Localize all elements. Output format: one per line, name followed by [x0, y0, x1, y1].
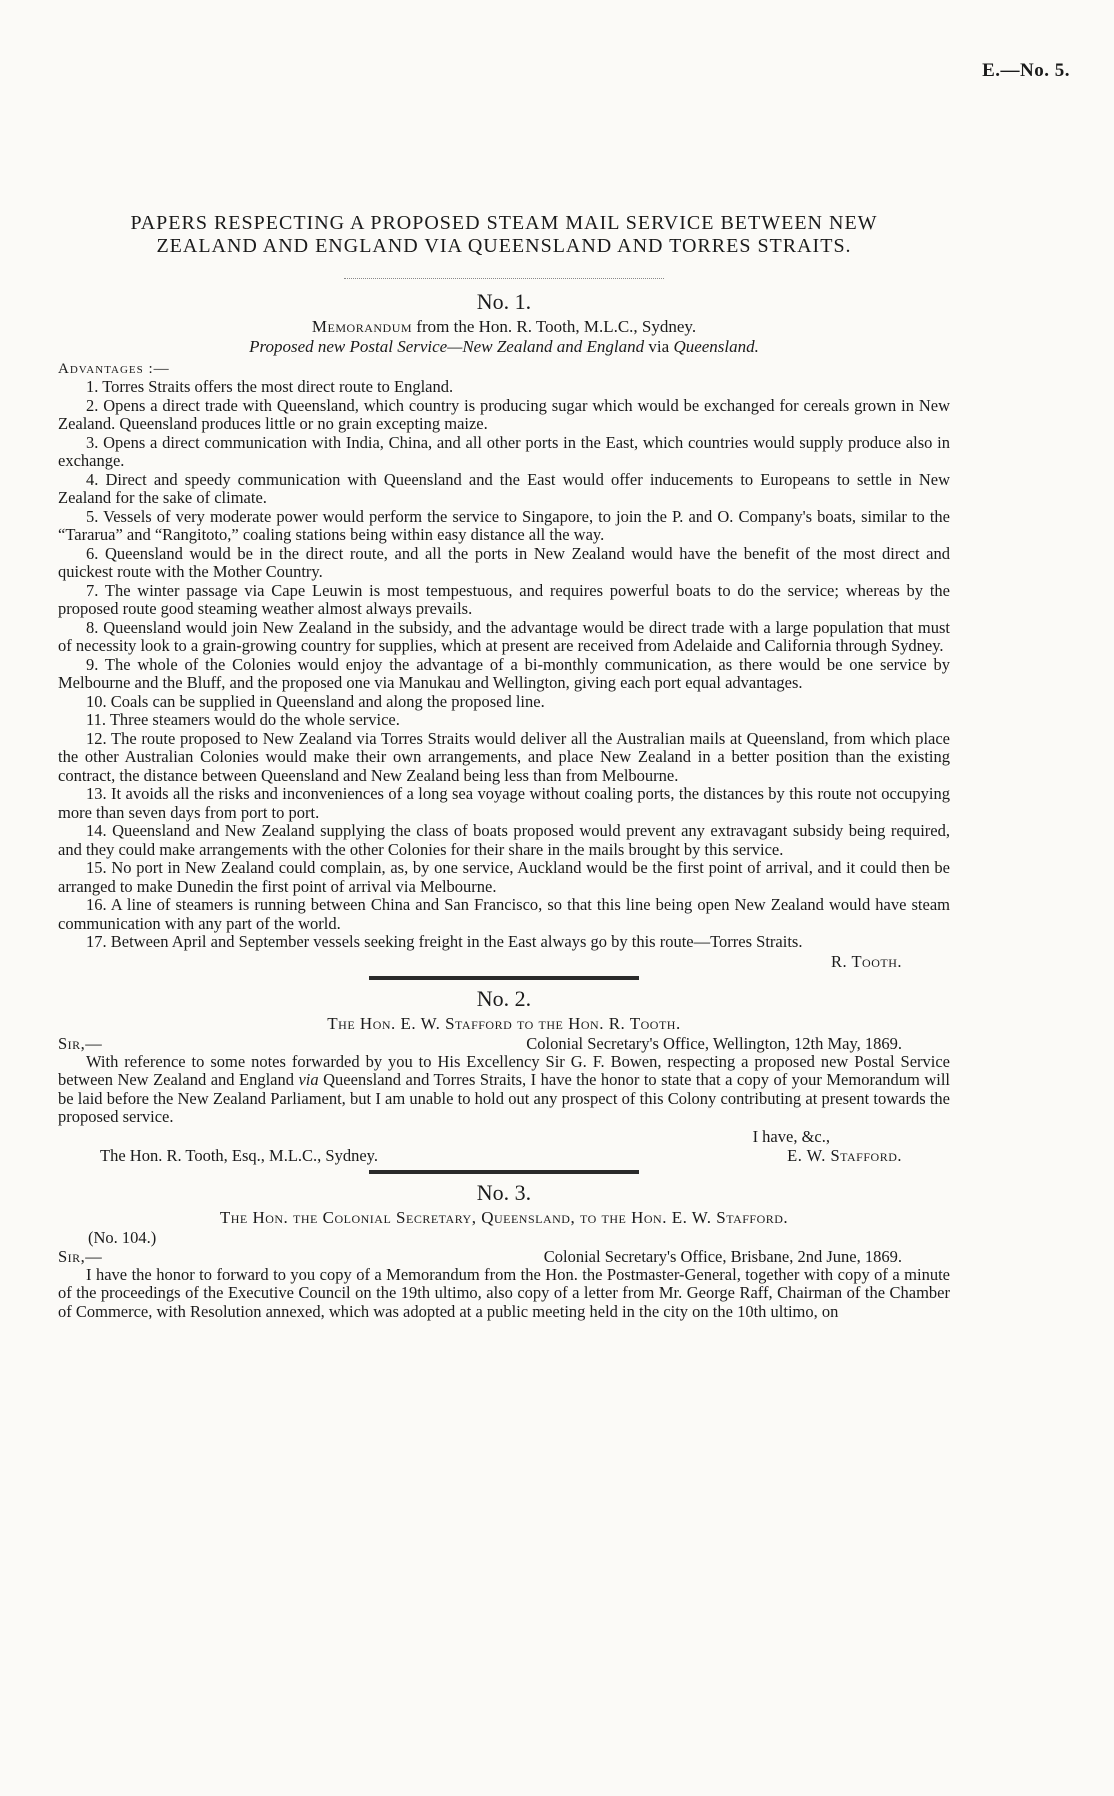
- memo-heading: [58, 317, 950, 337]
- list-item: 10. Coals can be supplied in Queensland and along the proposed line.: [86, 691, 545, 711]
- document-title: [58, 212, 950, 258]
- signature-row: [58, 1146, 950, 1165]
- list-item: 17. Between April and September vessels seeking freight in the East always go by this route—Torres Straits.: [86, 932, 803, 951]
- list-item: 7. The winter passage via Cape Leuwin is most tempestuous, and requires powerful boats to do the service; whereas by the proposed route good steaming weather almost always prevails.: [58, 580, 950, 618]
- title-line-2: ZEALAND AND ENGLAND VIA QUEENSLAND AND TORRES STRAITS.: [156, 235, 852, 257]
- letter-heading: The Hon. E. W. Stafford to the Hon. R. Tooth.: [327, 1013, 681, 1033]
- list-item: 13. It avoids all the risks and inconveniences of a long sea voyage without coaling ports, the distances by this route not occupying more than seven days from port to port.: [58, 784, 950, 822]
- list-item: 15. No port in New Zealand could complain, as, by one service, Auckland would be the first point of arrival, and it could then be arranged to make Dunedin the first point of arrival via Melbourne.: [58, 858, 950, 896]
- list-item: 12. The route proposed to New Zealand via Torres Straits would deliver all the Australian mails at Queensland, from which place the other Australian Colonies would make their own arrangements, and place New Zealand in a better position than the existing contract, the distance between Queensland and New Zealand being less than from Melbourne.: [58, 728, 950, 785]
- salutation: Sir,—: [58, 1246, 103, 1266]
- document-page: [58, 212, 950, 1321]
- letter-heading: The Hon. the Colonial Secretary, Queensland, to the Hon. E. W. Stafford.: [219, 1207, 789, 1227]
- page-reference: E.—No. 5.: [982, 60, 1070, 81]
- section-number: No. 3.: [476, 1179, 532, 1205]
- salutation-row: [58, 1247, 950, 1266]
- list-item: 5. Vessels of very moderate power would perform the service to Singapore, to join the P. and O. Company's boats, similar to the “Tararua” and “Rangitoto,” coaling stations being within easy distance all the way.: [58, 506, 950, 544]
- list-item: 3. Opens a direct communication with India, China, and all other ports in the East, which countries would supply produce also in exchange.: [58, 432, 950, 470]
- memo-source: from the Hon. R. Tooth, M.L.C., Sydney.: [416, 317, 697, 336]
- section-no-2: [58, 986, 950, 1165]
- memo-subtitle: [58, 337, 950, 357]
- body-via: via: [298, 1070, 319, 1089]
- section-no-3: [58, 1180, 950, 1322]
- list-item: 8. Queensland would join New Zealand in the subsidy, and the advantage would be direct trade with a large population that must of necessity look to a grain-growing country for supplies, which at present are received from Adelaide and California through Sydney.: [58, 617, 950, 655]
- section-number: No. 1.: [476, 289, 532, 314]
- section-number: No. 2.: [476, 985, 532, 1011]
- list-item: 2. Opens a direct trade with Queensland, which country is producing sugar which would be exchanged for cereals grown in New Zealand. Queensland produces little or no grain excepting maize.: [58, 395, 950, 433]
- list-item: 1. Torres Straits offers the most direct route to England.: [86, 377, 454, 396]
- letter-body: I have the honor to forward to you copy of a Memorandum from the Hon. the Postmaster-General, together with copy of a minute of the proceedings of the Executive Council on the 19th ultimo, also copy of a letter from Mr. George Raff, Chairman of the Chamber of Commerce, with Resolution annexed, which was adopted at a public meeting held in the city on the 10th ultimo, on: [58, 1264, 950, 1321]
- memo-label: Memorandum: [311, 317, 413, 336]
- list-item: 4. Direct and speedy communication with Queensland and the East would offer inducements to Europeans to settle in New Zealand for the sake of climate.: [58, 469, 950, 507]
- title-line-1: PAPERS RESPECTING A PROPOSED STEAM MAIL SERVICE BETWEEN NEW: [130, 212, 878, 234]
- letter-body: [58, 1053, 950, 1127]
- list-item: 16. A line of steamers is running between China and San Francisco, so that this line being open New Zealand would have steam communication with any part of the world.: [58, 895, 950, 933]
- subtitle-part-a: Proposed new Postal Service—New Zealand and England: [249, 337, 645, 356]
- list-item: 11. Three steamers would do the whole service.: [86, 710, 400, 729]
- advantages-label: Advantages :—: [58, 361, 170, 377]
- section-no-1: [58, 289, 950, 971]
- dateline: Colonial Secretary's Office, Brisbane, 2nd June, 1869.: [543, 1246, 902, 1266]
- addressee: The Hon. R. Tooth, Esq., M.L.C., Sydney.: [100, 1145, 378, 1165]
- salutation: Sir,—: [58, 1033, 103, 1053]
- section-divider: [369, 1170, 639, 1174]
- list-item: 6. Queensland would be in the direct route, and all the ports in New Zealand would have the benefit of the most direct and quickest route with the Mother Country.: [58, 543, 950, 581]
- signature-tooth: R. Tooth.: [831, 951, 902, 971]
- advantages-list: [58, 378, 950, 952]
- list-item: 9. The whole of the Colonies would enjoy the advantage of a bi-monthly communication, as there would be one service by Melbourne and the Bluff, and the proposed one via Manukau and Wellington, giving each port equal advantages.: [58, 654, 950, 692]
- subtitle-via: via: [648, 337, 670, 356]
- list-item: 14. Queensland and New Zealand supplying the class of boats proposed would prevent any extravagant subsidy being required, and they could make arrangements with the other Colonies for their share in the mails brought by this service.: [58, 821, 950, 859]
- letter-reference: (No. 104.): [88, 1227, 157, 1247]
- dateline: Colonial Secretary's Office, Wellington, 12th May, 1869.: [526, 1033, 902, 1053]
- section-divider: [369, 976, 639, 980]
- title-divider: [344, 278, 664, 279]
- body-part-a: With reference to some notes forwarded by you to His Excellency Sir G. F. Bowen, respecting a proposed new Postal Service between New Zealand and England: [58, 1051, 950, 1089]
- signature-stafford: E. W. Stafford.: [787, 1145, 902, 1165]
- body-part-b: Queensland and Torres Straits, I have the honor to state that a copy of your Memorandum will be laid before the New Zealand Parliament, but I am unable to hold out any prospect of this Colony contributing at present towards the proposed service.: [58, 1070, 951, 1126]
- subtitle-part-b: Queensland.: [673, 337, 759, 356]
- closing: I have, &c.,: [752, 1126, 830, 1146]
- salutation-row: [58, 1034, 950, 1053]
